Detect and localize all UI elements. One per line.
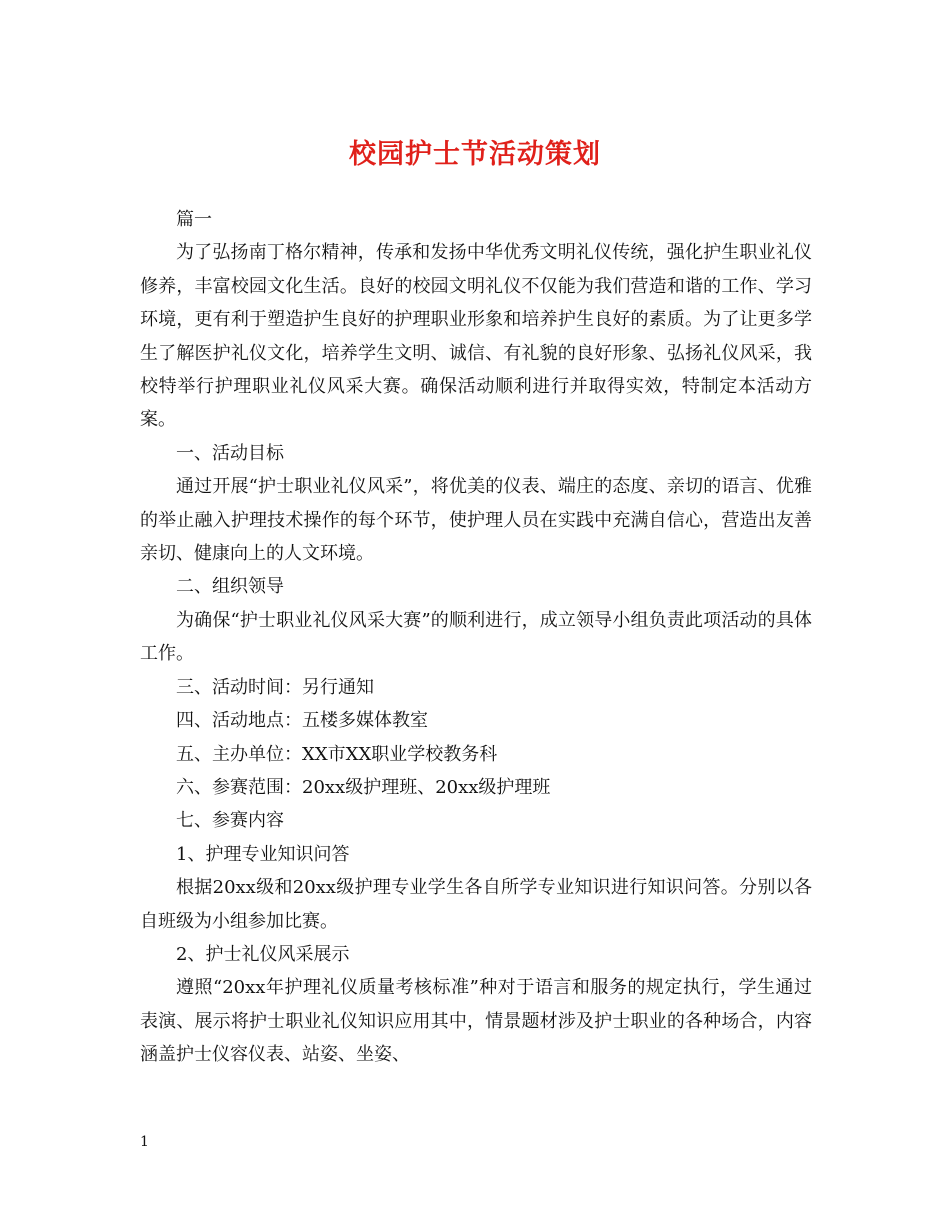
- goals-paragraph: 通过开展“护士职业礼仪风采”，将优美的仪表、端庄的态度、亲切的语言、优雅的举止融入护理技术操作的每个环节，使护理人员在实践中充满自信心，营造出友善亲切、健康向上的人文环境。: [140, 476, 812, 565]
- etiquette-paragraph: 遵照“20xx年护理礼仪质量考核标准”种对于语言和服务的规定执行，学生通过表演、展示将护士职业礼仪知识应用其中，情景题材涉及护士职业的各种场合，内容涵盖护士仪容仪表、站姿、坐姿、: [140, 977, 812, 1066]
- item-organizer: 五、主办单位：XX市XX职业学校教务科: [176, 743, 498, 765]
- item-time: 三、活动时间：另行通知: [176, 676, 374, 698]
- subheading-etiquette: 2、护士礼仪风采展示: [176, 943, 350, 965]
- subheading-quiz: 1、护理专业知识问答: [176, 843, 350, 865]
- heading-organization: 二、组织领导: [176, 576, 284, 598]
- quiz-paragraph: 根据20xx级和20xx级护理专业学生各自所学专业知识进行知识问答。分别以各自班级为小组参加比赛。: [140, 877, 812, 932]
- heading-content: 七、参赛内容: [176, 810, 284, 832]
- document-title: 校园护士节活动策划: [349, 139, 601, 170]
- heading-goals: 一、活动目标: [176, 442, 284, 464]
- section-label: 篇一: [176, 209, 212, 230]
- intro-paragraph: 为了弘扬南丁格尔精神，传承和发扬中华优秀文明礼仪传统，强化护生职业礼仪修养，丰富校园文化生活。良好的校园文明礼仪不仅能为我们营造和谐的工作、学习环境，更有利于塑造护生良好的护理职业形象和培养护生良好的素质。为了让更多学生了解医护礼仪文化，培养学生文明、诚信、有礼貌的良好形象、弘扬礼仪风采，我校特举行护理职业礼仪风采大赛。确保活动顺利进行并取得实效，特制定本活动方案。: [140, 242, 812, 431]
- item-location: 四、活动地点：五楼多媒体教室: [176, 710, 428, 732]
- organization-paragraph: 为确保“护士职业礼仪风采大赛”的顺利进行，成立领导小组负责此项活动的具体工作。: [140, 609, 812, 665]
- item-scope: 六、参赛范围：20xx级护理班、20xx级护理班: [176, 776, 551, 798]
- page-number: 1: [140, 1134, 149, 1150]
- document-body: [140, 203, 812, 1072]
